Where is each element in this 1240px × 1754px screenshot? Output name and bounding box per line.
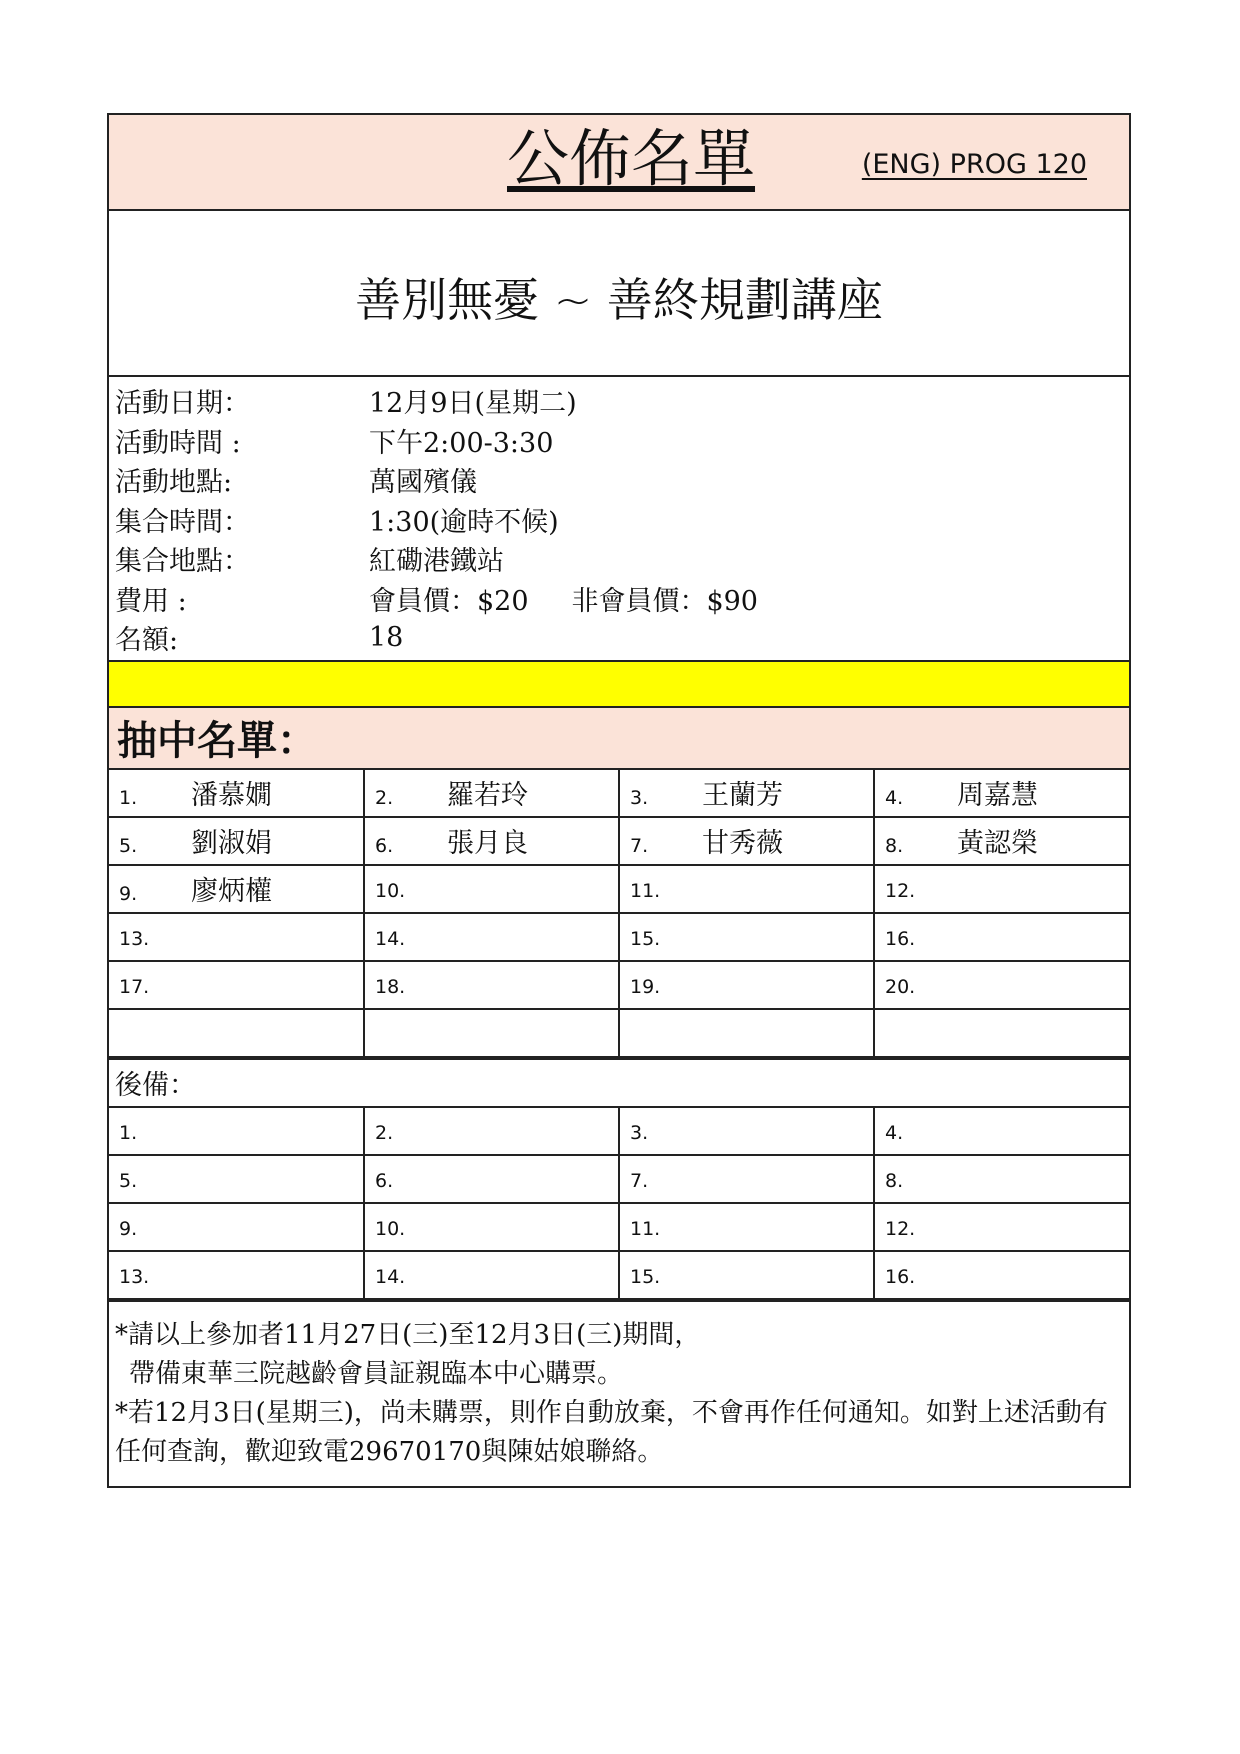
table-cell (874, 1251, 1129, 1299)
table-cell (364, 913, 619, 961)
table-cell (109, 1108, 364, 1155)
table-row (109, 770, 1129, 817)
cell-number: 10. (375, 1218, 406, 1240)
cell-number: 5. (119, 835, 138, 857)
detail-value: 紅磡港鐵站 (369, 546, 504, 578)
detail-row-meeting-point (115, 539, 1129, 579)
table-cell (619, 817, 874, 865)
table-cell (874, 913, 1129, 961)
table-cell (109, 865, 364, 913)
page-title: 公佈名單 (507, 122, 756, 195)
table-cell (109, 1251, 364, 1299)
cell-number: 8. (885, 835, 904, 857)
table-cell (874, 1009, 1129, 1057)
cell-name: 王蘭芳 (702, 780, 783, 811)
table-cell (619, 1108, 874, 1155)
cell-name: 潘慕嫺 (191, 780, 272, 811)
cell-number: 6. (375, 835, 394, 857)
detail-value: 12月9日(星期二) (369, 388, 577, 420)
cell-number: 7. (630, 835, 649, 857)
announcement-sheet (107, 113, 1131, 1488)
cell-name: 羅若玲 (447, 780, 528, 811)
table-cell (874, 817, 1129, 865)
table-row (109, 817, 1129, 865)
cell-number: 2. (375, 1122, 394, 1144)
detail-label: 活動時間 : (115, 427, 241, 459)
detail-label: 集合地點： (115, 546, 250, 578)
cell-number: 1. (119, 787, 138, 809)
cell-name: 周嘉慧 (957, 780, 1038, 811)
cell-number: 16. (885, 928, 916, 950)
table-cell (874, 770, 1129, 817)
cell-number: 15. (630, 1266, 661, 1288)
note-line: 帶備東華三院越齡會員証親臨本中心購票。 (129, 1358, 624, 1389)
detail-row-date (115, 381, 1129, 421)
cell-number: 5. (119, 1170, 138, 1192)
table-row (109, 961, 1129, 1009)
header-band (109, 115, 1129, 211)
detail-label: 集合時間： (115, 506, 250, 538)
cell-number: 11. (630, 1218, 661, 1240)
cell-name: 廖炳權 (191, 876, 272, 907)
detail-value: 會員價：$20 非會員價：$90 (369, 585, 758, 617)
cell-number: 14. (375, 928, 406, 950)
cell-number: 4. (885, 787, 904, 809)
table-cell (874, 1203, 1129, 1251)
cell-number: 19. (630, 976, 661, 998)
detail-row-time (115, 421, 1129, 461)
highlight-band (109, 662, 1129, 708)
cell-name: 劉淑娟 (191, 828, 272, 859)
table-row (109, 1203, 1129, 1251)
table-cell (109, 817, 364, 865)
detail-row-meeting-time (115, 500, 1129, 540)
cell-number: 18. (375, 976, 406, 998)
table-cell (874, 865, 1129, 913)
cell-number: 17. (119, 976, 150, 998)
table-cell (364, 1203, 619, 1251)
cell-number: 13. (119, 1266, 150, 1288)
detail-row-fee (115, 579, 1129, 619)
table-row (109, 1009, 1129, 1057)
cell-number: 10. (375, 880, 406, 902)
detail-row-venue (115, 460, 1129, 500)
detail-value: 下午2:00-3:30 (369, 427, 554, 459)
cell-number: 6. (375, 1170, 394, 1192)
table-cell (619, 913, 874, 961)
table-cell (619, 865, 874, 913)
cell-number: 3. (630, 1122, 649, 1144)
table-cell (619, 1155, 874, 1203)
detail-value: 1:30(逾時不候) (369, 506, 559, 538)
table-row (109, 913, 1129, 961)
event-details (109, 377, 1129, 662)
detail-label: 名額: (115, 625, 179, 657)
table-cell (364, 770, 619, 817)
table-cell (619, 1251, 874, 1299)
cell-number: 9. (119, 883, 138, 905)
cell-number: 2. (375, 787, 394, 809)
table-row (109, 1251, 1129, 1299)
detail-row-quota (115, 618, 1129, 658)
cell-name: 張月良 (447, 828, 528, 859)
table-cell (874, 1108, 1129, 1155)
table-cell (364, 1155, 619, 1203)
table-cell (619, 1203, 874, 1251)
table-cell (109, 1203, 364, 1251)
detail-label: 活動地點: (115, 467, 233, 499)
event-title: 善別無憂 ~ 善終規劃講座 (109, 211, 1129, 377)
table-cell (364, 1108, 619, 1155)
table-cell (364, 817, 619, 865)
cell-name: 甘秀薇 (702, 828, 783, 859)
winners-table (109, 770, 1129, 1058)
cell-number: 11. (630, 880, 661, 902)
cell-number: 16. (885, 1266, 916, 1288)
cell-number: 9. (119, 1218, 138, 1240)
cell-name: 黃認榮 (957, 828, 1038, 859)
notes (109, 1300, 1129, 1486)
table-cell (619, 961, 874, 1009)
table-cell (619, 770, 874, 817)
detail-label: 活動日期： (115, 388, 250, 420)
table-row (109, 865, 1129, 913)
cell-number: 13. (119, 928, 150, 950)
cell-number: 15. (630, 928, 661, 950)
detail-label: 費用 : (115, 585, 187, 617)
table-cell (109, 770, 364, 817)
table-cell (364, 1251, 619, 1299)
table-cell (109, 1155, 364, 1203)
cell-number: 14. (375, 1266, 406, 1288)
table-row (109, 1108, 1129, 1155)
table-cell (109, 913, 364, 961)
table-cell (364, 961, 619, 1009)
winners-heading: 抽中名單： (109, 708, 1129, 770)
cell-number: 20. (885, 976, 916, 998)
table-cell (619, 1009, 874, 1057)
cell-number: 4. (885, 1122, 904, 1144)
program-code: (ENG) PROG 120 (861, 149, 1087, 180)
detail-value: 18 (369, 622, 404, 654)
table-cell (364, 1009, 619, 1057)
table-cell (109, 1009, 364, 1057)
cell-number: 12. (885, 1218, 916, 1240)
table-cell (364, 865, 619, 913)
table-cell (109, 961, 364, 1009)
table-cell (874, 961, 1129, 1009)
table-row (109, 1155, 1129, 1203)
cell-number: 3. (630, 787, 649, 809)
note-line: *請以上參加者11月27日(三)至12月3日(三)期間， (115, 1319, 701, 1350)
standby-heading: 後備： (109, 1058, 1129, 1108)
cell-number: 8. (885, 1170, 904, 1192)
cell-number: 1. (119, 1122, 138, 1144)
cell-number: 7. (630, 1170, 649, 1192)
cell-number: 12. (885, 880, 916, 902)
standby-table (109, 1108, 1129, 1300)
detail-value: 萬國殯儀 (369, 467, 477, 499)
note-line: *若12月3日(星期三)，尚未購票，則作自動放棄，不會再作任何通知。如對上述活動有任何查詢，歡迎致電29670170與陳姑娘聯絡。 (115, 1397, 1108, 1467)
table-cell (874, 1155, 1129, 1203)
